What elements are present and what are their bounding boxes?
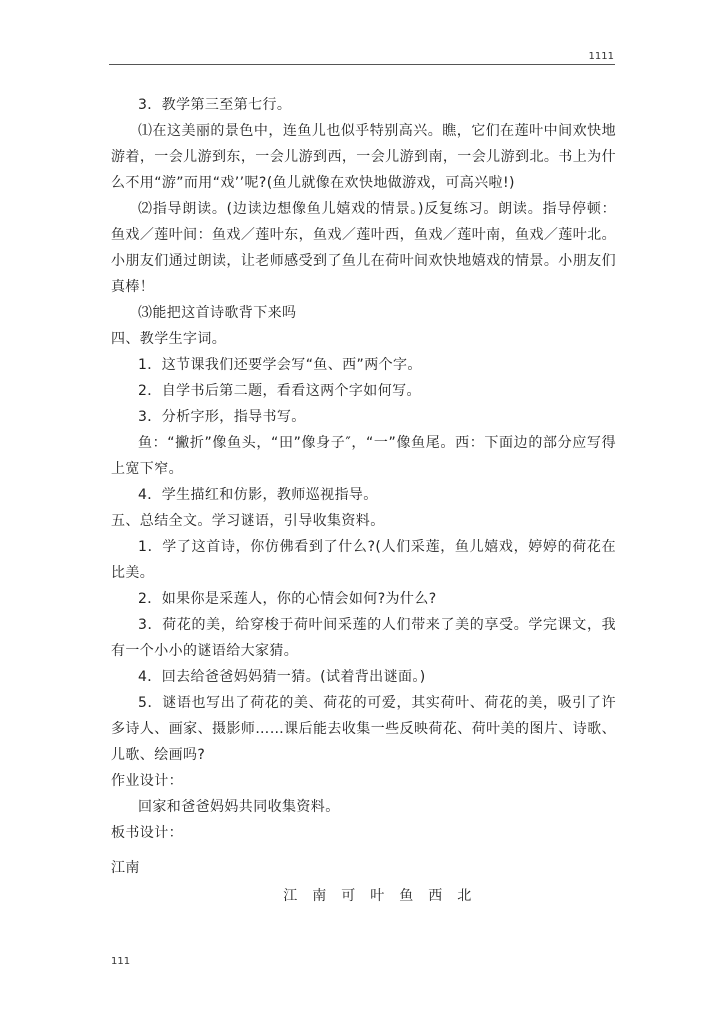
board-char: 北 [457, 888, 472, 904]
footer-page-number: 111 [111, 956, 131, 967]
paragraph: 3．教学第三至第七行。 [138, 97, 292, 113]
paragraph: 4．回去给爸爸妈妈猜一猜。(试着背出谜面。) [138, 669, 426, 685]
paragraph: 3．荷花的美，给穿梭于荷叶间采莲的人们带来了美的享受。学完课文，我有一个小小的谜语给大家猜。 [111, 617, 616, 659]
paragraph: ⑶能把这首诗歌背下来吗 [138, 305, 297, 321]
document-body [111, 92, 616, 909]
board-char: 西 [428, 888, 443, 904]
board-characters [111, 883, 616, 909]
board-char: 江 [283, 888, 298, 904]
board-title: 江南 [111, 860, 140, 876]
section-heading: 板书设计： [111, 825, 183, 841]
paragraph: 1．这节课我们还要学会写“鱼、西”两个字。 [138, 357, 422, 373]
paragraph: 2．如果你是采莲人，你的心情会如何?为什么? [138, 591, 437, 607]
paragraph: 4．学生描红和仿影，教师巡视指导。 [138, 487, 378, 503]
board-char: 叶 [370, 888, 385, 904]
section-heading: 四、教学生字词。 [111, 331, 227, 347]
paragraph: 2．自学书后第二题，看看这两个字如何写。 [138, 383, 421, 399]
section-heading: 作业设计： [111, 773, 183, 789]
board-char: 南 [312, 888, 327, 904]
section-heading: 五、总结全文。学习谜语，引导收集资料。 [111, 513, 385, 529]
paragraph: ⑵指导朗读。(边读边想像鱼儿嬉戏的情景。)反复练习。朗读。指导停顿：鱼戏／莲叶间：鱼戏／莲叶东，鱼戏／莲叶西，鱼戏／莲叶南，鱼戏／莲叶北。小朋友们通过朗读，让老师感受到了鱼儿在荷叶间欢快地嬉戏的情景。小朋友们真棒！ [111, 201, 616, 295]
board-char: 可 [341, 888, 356, 904]
paragraph: 鱼：“撇折”像鱼头，“田”像身子″，“一”像鱼尾。西：下面边的部分应写得上宽下窄。 [111, 435, 616, 477]
paragraph: 5．谜语也写出了荷花的美、荷花的可爱，其实荷叶、荷花的美，吸引了许多诗人、画家、摄影师……课后能去收集一些反映荷花、荷叶美的图片、诗歌、儿歌、绘画吗? [111, 695, 616, 763]
board-char: 鱼 [399, 888, 414, 904]
header-rule [109, 64, 615, 65]
paragraph: 1．学了这首诗，你仿佛看到了什么?(人们采莲，鱼儿嬉戏，婷婷的荷花在比美。 [111, 539, 616, 581]
paragraph: 3．分析字形，指导书写。 [138, 409, 306, 425]
paragraph: 回家和爸爸妈妈共同收集资料。 [138, 799, 340, 815]
header-page-number: 1111 [588, 51, 614, 62]
paragraph: ⑴在这美丽的景色中，连鱼儿也似乎特别高兴。瞧，它们在莲叶中间欢快地游着，一会儿游到东，一会儿游到西，一会儿游到南，一会儿游到北。书上为什么不用“游”而用“戏’’呢?(鱼儿就像在欢快地做游戏，可高兴啦!) [111, 123, 616, 191]
